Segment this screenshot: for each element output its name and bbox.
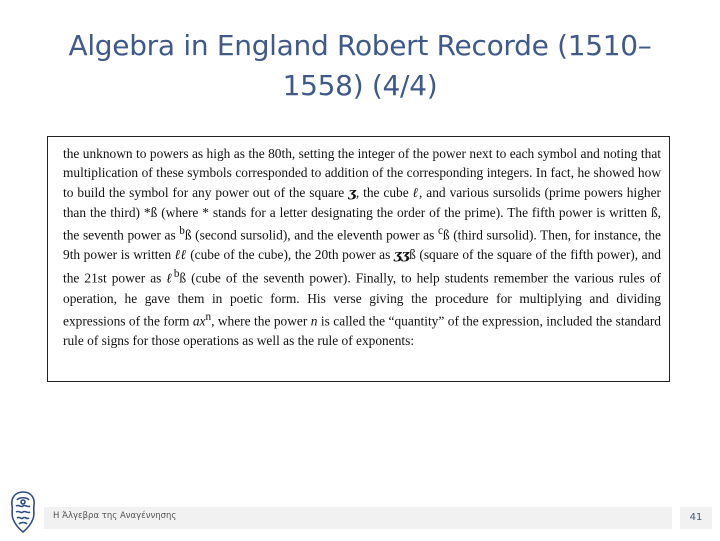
cube-symbol: ℓ [412, 184, 419, 201]
text-run: ß (cube of the seventh power). Finally, to help students remember the various rules of operation, he gave them in poetic form. His verse giving the procedure for multiplying and dividing expressions of the form [63, 270, 661, 329]
text-run: ß (square of the square of the fifth power), and the 21st power as [63, 246, 661, 286]
text-run: is called the “quantity” of the expression, included the standard rule of signs for those operations as well as the rule of exponents: [63, 313, 661, 349]
square-square-symbol: ʒʒ [393, 246, 410, 263]
page-number: 41 [680, 507, 712, 529]
text-run: ß (second sursolid), and the eleventh power as [184, 227, 438, 243]
expression-exponent: n [205, 311, 212, 324]
university-seal-logo-icon [6, 488, 40, 536]
title-line-2: 1558) (4/4) [282, 69, 438, 102]
excerpt-paragraph [63, 144, 661, 350]
superscript: b [179, 225, 185, 238]
text-run: the unknown to powers as high as the 80th, setting the integer of the power next to each symbol and noting that multiplication of these symbols corresponded to addition of the corresponding integers. In fact, he showed how to build the symbol for any power out of the square [63, 146, 661, 200]
title-line-1: Algebra in England Robert Recorde (1510– [68, 29, 652, 62]
text-run: , where the power [211, 313, 311, 329]
variable-n: n [310, 313, 318, 329]
superscript: b [173, 268, 180, 281]
page-title [40, 26, 680, 106]
square-symbol: ʒ [348, 184, 356, 201]
cube-cube-symbol: ℓℓ [174, 246, 187, 263]
text-run: , and various sursolids (prime powers higher than the third) *ß (where * stands for a letter designating the order of the prime). The fifth power is written ß, the seventh power as [63, 184, 661, 243]
text-run: ß (third sursolid). Then, for instance, the 9th power is written [63, 227, 661, 262]
text-run: (cube of the cube), the 20th power as [186, 246, 394, 262]
superscript: c [437, 225, 443, 238]
text-run: , the cube [355, 184, 413, 200]
document-excerpt [47, 136, 670, 382]
expression-ax: ax [192, 313, 206, 329]
cube-symbol: ℓ [166, 270, 174, 287]
footer-caption: Η Άλγεβρα της Αναγέννησης [53, 511, 177, 521]
